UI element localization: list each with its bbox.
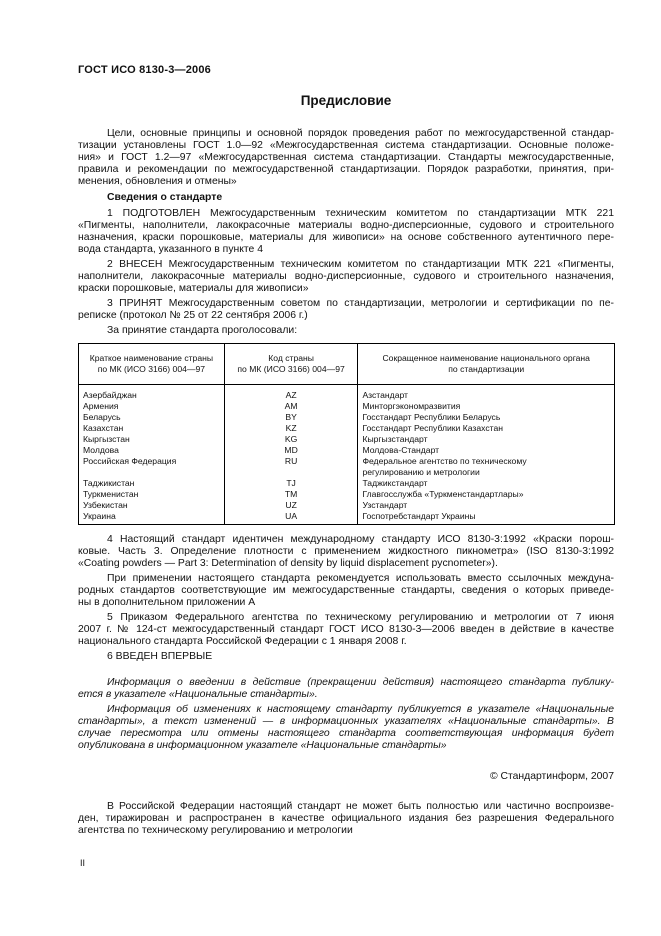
text-line: В Российской Федерации настоящий стандарт не может быть полностью или частично воспроизве- (107, 801, 614, 812)
organization-cell (358, 500, 615, 511)
text-line: ния» и ГОСТ 1.2—97 «Межгосударственная система стандартизации. Стандарты межгосударственные, (78, 152, 614, 163)
text-line: агентства по техническому регулированию и метрологии (78, 825, 353, 836)
text-line: «Coating powders — Part 3: Determination of density by liquid displacement pycnometer»). (78, 558, 498, 569)
organization-line: Азстандарт (362, 390, 408, 400)
table-row (79, 456, 615, 478)
page-title: Предисловие (300, 93, 392, 108)
document-code: ГОСТ ИСО 8130-3—2006 (78, 64, 212, 76)
text-line: 2 ВНЕСЕН Межгосударственным техническим комитетом по стандартизации МТК 221 «Пигменты, (107, 259, 614, 270)
organization-line: Минторгэкономразвития (362, 401, 461, 411)
code-cell: UA (224, 511, 358, 525)
column-header-organization: Сокращенное наименование национального органа по стандартизации (358, 344, 615, 385)
text-line: назначения, краски порошковые, материалы для живописи» на основе собственного аутентичного пере- (78, 232, 614, 243)
text-line: Информация об изменениях к настоящему стандарту публикуется в указателе «Национальные (107, 704, 614, 715)
code-cell: MD (224, 445, 358, 456)
text-line: вода стандарта, указанного в пункте 4 (78, 244, 263, 255)
table-row (79, 511, 615, 525)
table-row (79, 478, 615, 489)
organization-cell (358, 489, 615, 500)
text-line: наполнители, лакокрасочные материалы водно-дисперсионные, судового и строительного назначения, (78, 271, 614, 282)
code-cell: UZ (224, 500, 358, 511)
text-line: 1 ПОДГОТОВЛЕН Межгосударственным техническим комитетом по стандартизации МТК 221 (107, 208, 614, 219)
organization-line: Узстандарт (362, 500, 408, 510)
countries-table (78, 343, 615, 525)
item-6-paragraph: 6 ВВЕДЕН ВПЕРВЫЕ (107, 651, 213, 662)
text-line: ден, тиражирован и распространен в качестве официального издания без разрешения Федерального (78, 813, 614, 824)
table-row (79, 445, 615, 456)
organization-cell (358, 434, 615, 445)
column-header-code: Код страны по МК (ИСО 3166) 004—97 (224, 344, 358, 385)
country-cell: Украина (79, 511, 225, 525)
text-line: случае пересмотра или отмены настоящего стандарта соответствующая информация будет (78, 728, 614, 739)
code-cell: TJ (224, 478, 358, 489)
table-row (79, 401, 615, 412)
organization-cell (358, 423, 615, 434)
country-cell: Беларусь (79, 412, 225, 423)
organization-cell (358, 456, 615, 478)
text-line: «Пигменты, наполнители, лакокрасочные материалы водно-дисперсионные, судового и строительного (78, 220, 614, 231)
text-line: национального стандарта Российской Федерации с 1 января 2008 г. (78, 636, 407, 647)
code-cell: AZ (224, 385, 358, 402)
organization-line: Таджикстандарт (362, 478, 428, 488)
organization-cell (358, 445, 615, 456)
table-row (79, 489, 615, 500)
table-header-row (79, 344, 615, 385)
text-line: опубликована в информационном указателе «Национальные стандарты» (78, 740, 447, 751)
table-row (79, 434, 615, 445)
organization-line: Молдова-Стандарт (362, 445, 440, 455)
text-line: краски порошковые, материалы для живописи» (78, 283, 309, 294)
code-cell: RU (224, 456, 358, 478)
page-number: II (80, 858, 86, 868)
organization-cell (358, 478, 615, 489)
text-line: 2007 г. № 124-ст межгосударственный стандарт ГОСТ ИСО 8130-3—2006 введен в действие в качестве (78, 624, 614, 635)
organization-cell (358, 511, 615, 525)
text-line: 4 Настоящий стандарт идентичен международному стандарту ИСО 8130-3:1992 «Краски порош- (107, 534, 614, 545)
text-line: При применении настоящего стандарта рекомендуется использовать вместо ссылочных междуна- (107, 573, 614, 584)
text-line: ны в дополнительном приложении А (78, 597, 256, 608)
text-line: родных стандартов соответствующие им межгосударственные стандарты, сведения о которых приведе- (78, 585, 614, 596)
section-heading: Сведения о стандарте (107, 192, 223, 203)
country-cell: Туркменистан (79, 489, 225, 500)
text-line: Цели, основные принципы и основной порядок проведения работ по межгосударственной стандар- (107, 128, 614, 139)
text-line: ковые. Часть 3. Определение плотности с применением жидкостного пикнометра» (ISO 8130-3:1992 (78, 546, 614, 557)
column-header-country: Краткое наименование страны по МК (ИСО 3166) 004—97 (79, 344, 225, 385)
organization-line: Госстандарт Республики Казахстан (362, 423, 504, 433)
organization-line: Госстандарт Республики Беларусь (362, 412, 501, 422)
text-line: ется в указателе «Национальные стандарты». (78, 689, 318, 700)
code-cell: KZ (224, 423, 358, 434)
code-cell: KG (224, 434, 358, 445)
table-row (79, 423, 615, 434)
text-line: 5 Приказом Федерального агентства по техническому регулированию и метрологии от 7 июня (107, 612, 614, 623)
text-line: стандарты», а текст изменений — в информационных указателях «Национальные стандарты». В (78, 716, 614, 727)
table-row (79, 500, 615, 511)
country-cell: Таджикистан (79, 478, 225, 489)
country-cell: Армения (79, 401, 225, 412)
table-row (79, 412, 615, 423)
organization-line: Кыргызстандарт (362, 434, 428, 444)
voted-label: За принятие стандарта проголосовали: (107, 325, 298, 336)
text-line: 3 ПРИНЯТ Межгосударственным советом по стандартизации, метрологии и сертификации по пе- (107, 298, 614, 309)
code-cell: AM (224, 401, 358, 412)
organization-cell (358, 412, 615, 423)
organization-cell (358, 385, 615, 402)
text-line: менения, обновления и отмены» (78, 176, 237, 187)
country-cell: Узбекистан (79, 500, 225, 511)
organization-line: Главгосслужба «Туркменстандартлары» (362, 489, 524, 499)
country-cell: Кыргызстан (79, 434, 225, 445)
organization-line: Федеральное агентство по техническому (362, 456, 527, 466)
country-cell: Молдова (79, 445, 225, 456)
text-line: реписке (протокол № 25 от 22 сентября 2006 г.) (78, 310, 308, 321)
code-cell: TM (224, 489, 358, 500)
text-line: Информация о введении в действие (прекращении действия) настоящего стандарта публику- (107, 677, 614, 688)
organization-cell (358, 401, 615, 412)
text-line: тизации установлены ГОСТ 1.0—92 «Межгосударственная система стандартизации. Основные положе- (78, 140, 614, 151)
code-cell: BY (224, 412, 358, 423)
country-cell: Азербайджан (79, 385, 225, 402)
copyright: © Стандартинформ, 2007 (489, 771, 614, 782)
text-line: правила и рекомендации по межгосударственной стандартизации. Порядок разработки, принятия, при- (78, 164, 614, 175)
table-row (79, 385, 615, 402)
organization-line: Госпотребстандарт Украины (362, 511, 476, 521)
country-cell: Российская Федерация (79, 456, 225, 478)
organization-line: регулированию и метрологии (362, 467, 480, 477)
country-cell: Казахстан (79, 423, 225, 434)
